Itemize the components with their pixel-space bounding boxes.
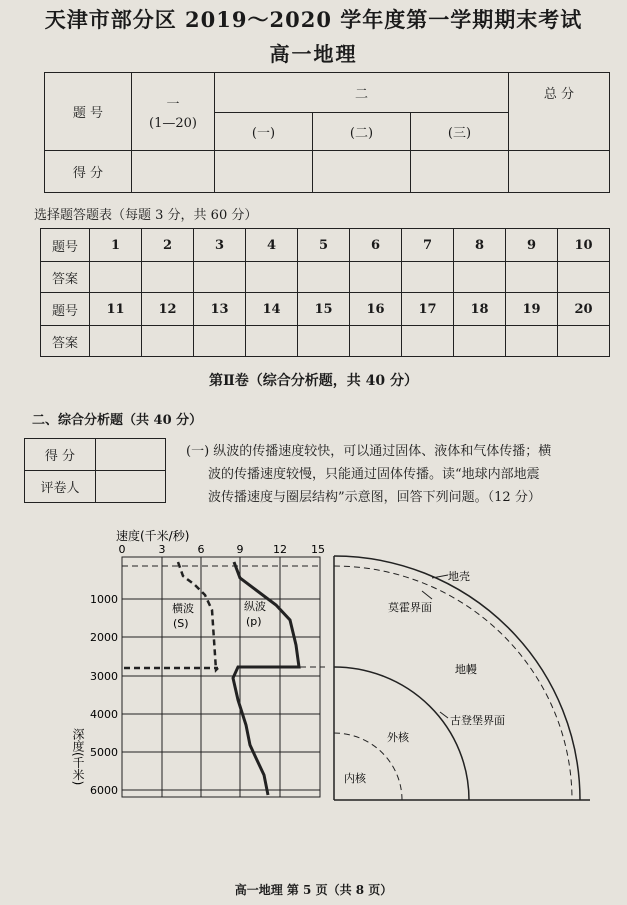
answer-cell[interactable]: [194, 262, 246, 293]
question-1-line-2: 波的传播速度较慢，只能通过固体传播。读“地球内部地震: [208, 467, 540, 482]
gutenberg-label: 古登堡界面: [450, 714, 505, 727]
answer-cell[interactable]: [454, 326, 506, 357]
speed-tick-15: 15: [311, 543, 325, 556]
answer-cell[interactable]: [558, 262, 610, 293]
score-cell-sub2[interactable]: [313, 151, 411, 193]
depth-ticks: [90, 593, 118, 797]
question-number-cell: 2: [142, 229, 194, 262]
score-summary-table: [44, 72, 610, 193]
question-number-cell: 19: [506, 293, 558, 326]
exam-title: 天津市部分区 2019～2020 学年度第一学期期末考试: [44, 7, 583, 32]
question-number-cell: 8: [454, 229, 506, 262]
qnum-header: 题 号: [45, 73, 132, 151]
mantle-label: 地幔: [455, 663, 477, 676]
answer-cell[interactable]: [90, 326, 142, 357]
question-number-cell: 1: [90, 229, 142, 262]
answer-cell[interactable]: [454, 262, 506, 293]
score-cell-part1[interactable]: [132, 151, 215, 193]
p-wave-curve: [233, 562, 299, 795]
speed-tick-6: 6: [197, 543, 205, 556]
answer-cell[interactable]: [298, 262, 350, 293]
choice-answer-table: [40, 228, 610, 357]
part2-header: 二: [215, 73, 509, 113]
question-number-cell: 20: [558, 293, 610, 326]
question-number-cell: 7: [402, 229, 454, 262]
question-number-cell: 3: [194, 229, 246, 262]
grader-reviewer-cell[interactable]: [96, 471, 166, 503]
question-number-cell: 6: [350, 229, 402, 262]
speed-axis-label: 速度(千米/秒): [116, 529, 190, 543]
question-1-line-3: 波传播速度与圈层结构”示意图，回答下列问题。（12 分）: [208, 490, 541, 505]
subject-title: 高一地理: [269, 42, 358, 66]
depth-tick-6000: 6000: [90, 784, 118, 797]
depth-tick-2000: 2000: [90, 631, 118, 644]
p-wave-label: 纵波: [244, 600, 266, 613]
question-1-line-1: (一) 纵波的传播速度较快，可以通过固体、液体和气体传播；横: [186, 444, 552, 459]
sub1-header: (一): [215, 113, 313, 151]
part1-header: [132, 73, 215, 151]
outer-core-label: 外核: [387, 731, 409, 744]
speed-tick-3: 3: [158, 543, 166, 556]
row-label-qnum: 题号: [41, 293, 90, 326]
choice-caption: 选择题答题表（每题 3 分，共 60 分）: [34, 208, 258, 223]
answer-cell[interactable]: [506, 326, 558, 357]
question-number-cell: 9: [506, 229, 558, 262]
answer-cell[interactable]: [246, 262, 298, 293]
section-2-title: 二、综合分析题（共 40 分）: [32, 413, 203, 428]
sub2-header: (二): [313, 113, 411, 151]
answer-cell[interactable]: [350, 326, 402, 357]
page-footer: 高一地理 第 5 页（共 8 页）: [234, 883, 393, 897]
volume-2-title: 第Ⅱ卷（综合分析题，共 40 分）: [208, 373, 419, 389]
answer-cell[interactable]: [142, 326, 194, 357]
seismic-wave-figure: [0, 520, 627, 815]
question-number-cell: 10: [558, 229, 610, 262]
s-wave-label: 横波: [172, 602, 194, 615]
question-number-cell: 4: [246, 229, 298, 262]
depth-tick-5000: 5000: [90, 746, 118, 759]
sub3-header: (三): [411, 113, 509, 151]
question-number-cell: 17: [402, 293, 454, 326]
crust-label: 地壳: [448, 570, 470, 583]
question-number-cell: 16: [350, 293, 402, 326]
score-cell-sub1[interactable]: [215, 151, 313, 193]
grader-score-cell[interactable]: [96, 439, 166, 471]
chart-grid: [122, 557, 320, 797]
question-number-cell: 12: [142, 293, 194, 326]
question-number-cell: 15: [298, 293, 350, 326]
score-cell-sub3[interactable]: [411, 151, 509, 193]
question-number-cell: 13: [194, 293, 246, 326]
part1-label: 一: [166, 96, 180, 112]
grader-score-label: 得 分: [25, 439, 96, 471]
row-label-answer: 答案: [41, 326, 90, 357]
answer-cell[interactable]: [194, 326, 246, 357]
speed-ticks: [119, 543, 326, 556]
question-1-text: [186, 440, 616, 509]
earth-quarter-diagram: [334, 556, 590, 800]
score-row-label: 得 分: [45, 151, 132, 193]
speed-tick-0: 0: [118, 543, 126, 556]
answer-cell[interactable]: [402, 262, 454, 293]
speed-tick-9: 9: [236, 543, 244, 556]
s-wave-curve: [178, 562, 218, 670]
depth-tick-3000: 3000: [90, 670, 118, 683]
score-cell-total[interactable]: [509, 151, 610, 193]
inner-core-label: 内核: [344, 772, 366, 785]
part1-range: (1—20): [149, 115, 197, 131]
s-wave-symbol: (S): [173, 617, 189, 630]
grader-box: [24, 438, 166, 503]
grader-reviewer-label: 评卷人: [25, 471, 96, 503]
question-number-cell: 14: [246, 293, 298, 326]
answer-cell[interactable]: [90, 262, 142, 293]
answer-cell[interactable]: [402, 326, 454, 357]
question-number-cell: 18: [454, 293, 506, 326]
depth-axis-label: 深度(千米): [71, 728, 85, 786]
row-label-qnum: 题号: [41, 229, 90, 262]
row-label-answer: 答案: [41, 262, 90, 293]
question-number-cell: 5: [298, 229, 350, 262]
answer-cell[interactable]: [298, 326, 350, 357]
answer-cell[interactable]: [506, 262, 558, 293]
p-wave-symbol: (p): [246, 615, 262, 628]
depth-tick-4000: 4000: [90, 708, 118, 721]
question-number-cell: 11: [90, 293, 142, 326]
moho-label: 莫霍界面: [388, 601, 432, 614]
answer-cell[interactable]: [350, 262, 402, 293]
depth-tick-1000: 1000: [90, 593, 118, 606]
total-header: 总 分: [509, 73, 610, 151]
answer-cell[interactable]: [142, 262, 194, 293]
answer-cell[interactable]: [558, 326, 610, 357]
speed-tick-12: 12: [273, 543, 287, 556]
answer-cell[interactable]: [246, 326, 298, 357]
